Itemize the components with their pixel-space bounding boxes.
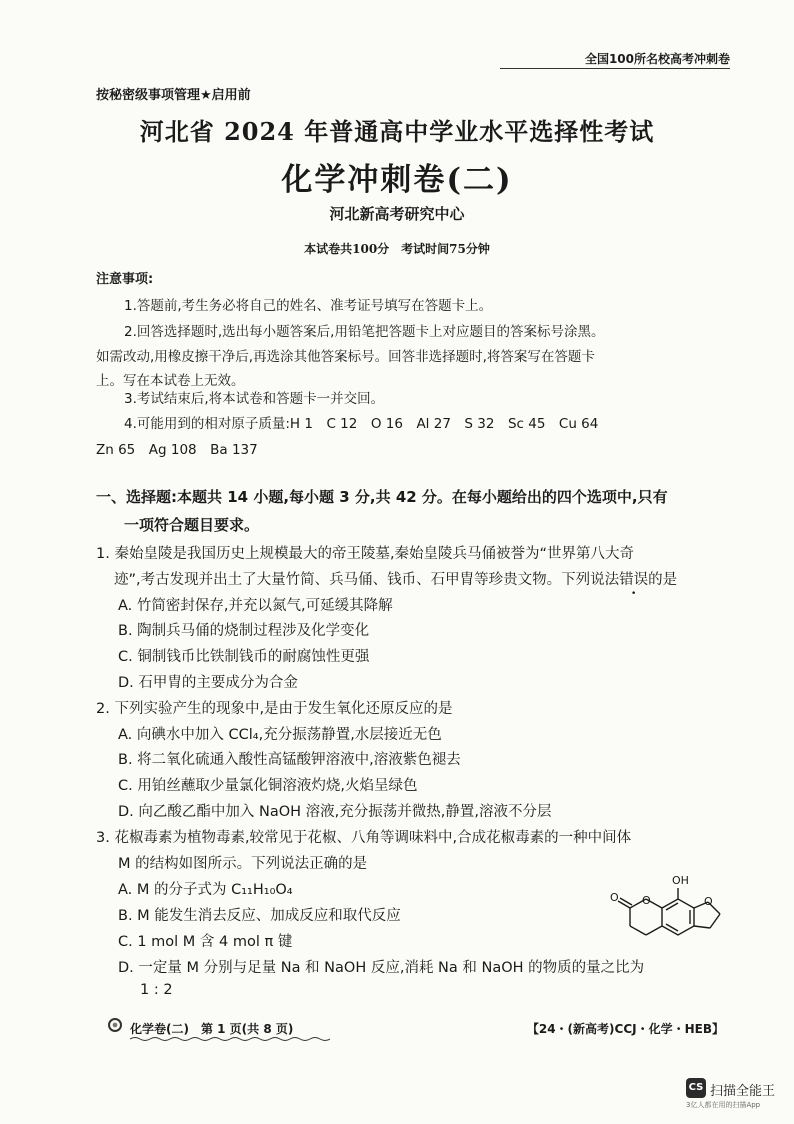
ketone-o-label: O <box>610 891 619 904</box>
q2-option-a: A. 向碘水中加入 CCl₄,充分振荡静置,水层接近无色 <box>118 727 442 743</box>
note-line: 4.可能用到的相对原子质量:H 1 C 12 O 16 Al 27 S 32 Sc 45 Cu 64 <box>124 416 599 432</box>
exam-meta: 本试卷共100分 考试时间75分钟 <box>304 242 490 256</box>
q3-stem-cont: M 的结构如图所示。下列说法正确的是 <box>118 856 368 872</box>
notes-heading: 注意事项: <box>96 272 154 287</box>
q2-option-c: C. 用铂丝蘸取少量氯化铜溶液灼烧,火焰呈绿色 <box>118 778 418 794</box>
q1-option-d: D. 石甲胄的主要成分为合金 <box>118 675 298 691</box>
note-line: 上。写在本试卷上无效。 <box>96 373 245 389</box>
paper-title: 化学冲刺卷(二) <box>281 162 513 198</box>
note-line: 如需改动,用橡皮擦干净后,再选涂其他答案标号。回答非选择题时,将答案写在答题卡 <box>96 349 595 365</box>
q3-stem: 3. 花椒毒素为植物毒素,较常见于花椒、八角等调味料中,合成花椒毒素的一种中间体 <box>96 830 632 846</box>
confidential-notice: 按秘密级事项管理★启用前 <box>96 88 251 103</box>
footer-code: 【24・(新高考)CCJ・化学・HEB】 <box>526 1022 724 1036</box>
q1-option-b: B. 陶制兵马俑的烧制过程涉及化学变化 <box>118 623 370 639</box>
q3-option-d: D. 一定量 M 分别与足量 Na 和 NaOH 反应,消耗 Na 和 NaOH 的物质的量之比为 <box>118 960 645 976</box>
q3-option-b: B. M 能发生消去反应、加成反应和取代反应 <box>118 908 401 924</box>
ring-o-label: O <box>642 894 651 907</box>
brand-underline <box>500 68 730 69</box>
oh-label: OH <box>672 874 689 887</box>
footer-mark-icon <box>108 1018 122 1032</box>
footer-wave-line <box>130 1036 330 1042</box>
section-heading-cont: 一项符合题目要求。 <box>124 516 260 534</box>
q2-stem: 2. 下列实验产生的现象中,是由于发生氧化还原反应的是 <box>96 701 453 717</box>
q1-option-c: C. 铜制钱币比铁制钱币的耐腐蚀性更强 <box>118 649 370 665</box>
author-center: 河北新高考研究中心 <box>329 205 465 223</box>
scanner-tagline: 3亿人都在用的扫描App <box>686 1101 761 1109</box>
molecule-m-structure <box>600 868 740 968</box>
note-line: 3.考试结束后,将本试卷和答题卡一并交回。 <box>124 391 385 407</box>
q2-option-b: B. 将二氧化硫通入酸性高锰酸钾溶液中,溶液紫色褪去 <box>118 752 461 768</box>
exam-title: 河北省 2024 年普通高中学业水平选择性考试 <box>139 117 655 146</box>
series-brand: 全国100所名校高考冲刺卷 <box>584 52 730 66</box>
furan-o-label: O <box>704 895 713 908</box>
q3-option-a: A. M 的分子式为 C₁₁H₁₀O₄ <box>118 882 293 898</box>
note-line: 1.答题前,考生务必将自己的姓名、准考证号填写在答题卡上。 <box>124 298 493 314</box>
footer-page-info: 化学卷(二) 第 1 页(共 8 页) <box>130 1022 294 1036</box>
q1-stem-cont <box>114 568 677 589</box>
q1-emphasis: 错误 <box>619 572 649 588</box>
q1-stem: 1. 秦始皇陵是我国历史上规模最大的帝王陵墓,秦始皇陵兵马俑被誉为“世界第八大奇 <box>96 546 635 562</box>
scanner-name: 扫描全能王 <box>710 1084 776 1099</box>
note-line: Zn 65 Ag 108 Ba 137 <box>96 442 258 458</box>
q1-stem-text: 迹”,考古发现并出土了大量竹简、兵马俑、钱币、石甲胄等珍贵文物。下列说法 <box>114 572 620 588</box>
q2-option-d: D. 向乙酸乙酯中加入 NaOH 溶液,充分振荡并微热,静置,溶液不分层 <box>118 804 552 820</box>
q3-option-d-ratio: 1 : 2 <box>140 982 173 998</box>
q1-option-a: A. 竹简密封保存,并充以氮气,可延缓其降解 <box>118 598 393 614</box>
camscanner-logo-icon: CS <box>686 1078 706 1098</box>
q3-option-c: C. 1 mol M 含 4 mol π 键 <box>118 934 293 950</box>
q1-stem-tail: 的是 <box>648 572 678 588</box>
benzene-ring <box>662 899 694 935</box>
section-heading: 一、选择题:本题共 14 小题,每小题 3 分,共 42 分。在每小题给出的四个选项中,只有 <box>96 488 668 506</box>
note-line: 2.回答选择题时,选出每小题答案后,用铅笔把答题卡上对应题目的答案标号涂黑。 <box>124 324 605 340</box>
